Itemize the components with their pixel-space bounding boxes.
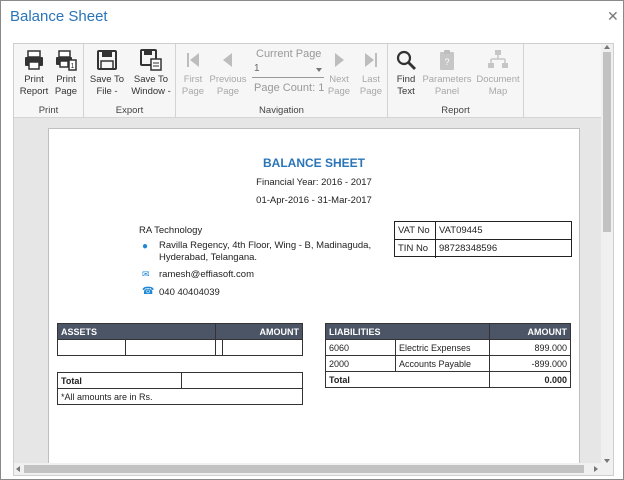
next-page-button[interactable] — [324, 48, 354, 98]
parameters-panel-label-1: Parameters — [422, 74, 472, 85]
tax-id-box — [394, 221, 572, 257]
find-text-button[interactable] — [390, 48, 422, 98]
document-map-label-2: Map — [488, 86, 508, 97]
navigation-group-label: Navigation — [259, 105, 304, 116]
print-report-label-1: Print — [24, 74, 44, 85]
company-address-line2: Hyderabad, Telangana. — [159, 252, 258, 263]
viewer-toolbar — [14, 44, 602, 118]
phone-icon: ☎ — [142, 286, 155, 297]
current-page-value: 1 — [254, 63, 260, 74]
report-page — [48, 128, 580, 476]
find-text-label-2: Text — [397, 86, 415, 97]
horizontal-scrollbar[interactable] — [14, 463, 614, 475]
first-page-label-1: First — [183, 74, 203, 85]
print-report-label-2: Report — [19, 86, 49, 97]
first-page-label-2: Page — [181, 86, 205, 97]
print-page-icon — [54, 48, 78, 72]
window-title: Balance Sheet — [10, 8, 108, 25]
vertical-scroll-thumb[interactable] — [603, 52, 611, 232]
export-group — [84, 44, 176, 118]
first-page-icon — [181, 48, 205, 72]
tin-row — [395, 240, 571, 258]
save-to-file-label-2: File - — [96, 86, 118, 97]
liabilities-total-amount: 0.000 — [490, 372, 571, 388]
save-to-window-label-1: Save To — [133, 74, 169, 85]
location-pin-icon: ● — [142, 241, 149, 252]
parameters-panel-label-2: Panel — [434, 86, 460, 97]
print-page-label-2: Page — [54, 86, 78, 97]
save-to-window-button[interactable] — [128, 48, 174, 98]
print-report-button[interactable] — [18, 48, 50, 98]
assets-total-label: Total — [58, 373, 182, 389]
liabilities-total-row — [326, 372, 571, 388]
next-page-label-2: Page — [327, 86, 351, 97]
liability-amount: -899.000 — [490, 356, 571, 372]
page-count-label: Page Count: 1 — [254, 82, 325, 94]
vat-no-label: VAT No — [398, 225, 430, 236]
print-group-label: Print — [38, 105, 59, 116]
table-row — [326, 356, 571, 372]
first-page-button[interactable] — [178, 48, 208, 98]
last-page-button[interactable] — [356, 48, 386, 98]
company-name: RA Technology — [139, 225, 203, 236]
report-group — [388, 44, 524, 118]
report-group-label: Report — [441, 105, 470, 116]
liability-code: 2000 — [326, 356, 396, 372]
report-viewer — [13, 43, 614, 476]
search-icon — [394, 48, 418, 72]
last-page-label-1: Last — [362, 74, 380, 85]
table-row — [58, 340, 303, 356]
print-page-label-1: Print — [56, 74, 76, 85]
liabilities-amount-header: AMOUNT — [490, 324, 571, 340]
report-period: 01-Apr-2016 - 31-Mar-2017 — [256, 195, 372, 206]
next-page-icon — [327, 48, 351, 72]
liabilities-total-label: Total — [326, 372, 490, 388]
last-page-label-2: Page — [359, 86, 383, 97]
liability-name: Accounts Payable — [396, 356, 490, 372]
financial-year: Financial Year: 2016 - 2017 — [256, 177, 372, 188]
amounts-note: *All amounts are in Rs. — [58, 389, 303, 405]
assets-header: ASSETS — [58, 324, 216, 340]
horizontal-scroll-thumb[interactable] — [24, 465, 584, 473]
save-to-file-button[interactable] — [88, 48, 126, 98]
save-to-file-label-1: Save To — [89, 74, 125, 85]
current-page-label: Current Page — [256, 48, 322, 60]
previous-page-button[interactable] — [208, 48, 248, 98]
previous-page-icon — [216, 48, 240, 72]
vat-no-value: VAT09445 — [439, 225, 483, 236]
svg-text:?: ? — [444, 57, 450, 67]
find-text-label-1: Find — [396, 74, 416, 85]
assets-total-table — [57, 372, 303, 405]
save-to-window-icon — [139, 48, 163, 72]
print-group — [14, 44, 84, 118]
scroll-left-icon[interactable] — [16, 466, 20, 472]
chevron-down-icon — [316, 68, 322, 72]
scroll-right-icon[interactable] — [594, 466, 598, 472]
save-to-window-label-2: Window - — [131, 86, 171, 97]
document-map-label-1: Document — [476, 74, 520, 85]
print-page-button[interactable] — [50, 48, 82, 98]
liability-amount: 899.000 — [490, 340, 571, 356]
floppy-disk-icon — [95, 48, 119, 72]
document-map-icon — [486, 48, 510, 72]
previous-page-label-2: Page — [216, 86, 240, 97]
vertical-scrollbar[interactable] — [601, 44, 613, 464]
report-title: BALANCE SHEET — [262, 156, 365, 170]
assets-table — [57, 323, 303, 356]
last-page-icon — [359, 48, 383, 72]
vat-row — [395, 222, 571, 240]
scroll-up-icon[interactable] — [604, 45, 610, 49]
next-page-label-1: Next — [329, 74, 349, 85]
table-row — [326, 340, 571, 356]
svg-text:1: 1 — [70, 63, 75, 70]
liabilities-header: LIABILITIES — [326, 324, 490, 340]
liability-name: Electric Expenses — [396, 340, 490, 356]
tin-no-label: TIN No — [398, 243, 429, 254]
parameters-panel-button[interactable] — [422, 48, 472, 98]
envelope-icon: ✉ — [142, 269, 150, 279]
clipboard-icon — [435, 48, 459, 72]
company-address-line1: Ravilla Regency, 4th Floor, Wing - B, Madinaguda, — [159, 240, 372, 251]
export-group-label: Export — [115, 105, 144, 116]
liability-code: 6060 — [326, 340, 396, 356]
navigation-group — [176, 44, 388, 118]
close-icon[interactable]: ✕ — [607, 8, 619, 24]
previous-page-label-1: Previous — [209, 74, 247, 85]
current-page-input[interactable] — [252, 63, 324, 78]
assets-amount-header: AMOUNT — [216, 324, 303, 340]
company-phone: 040 40404039 — [159, 287, 220, 298]
printer-icon — [22, 48, 46, 72]
tin-no-value: 98728348596 — [439, 243, 498, 254]
liabilities-table — [325, 323, 571, 388]
company-email: ramesh@effiasoft.com — [159, 269, 255, 280]
document-map-button[interactable] — [474, 48, 522, 98]
